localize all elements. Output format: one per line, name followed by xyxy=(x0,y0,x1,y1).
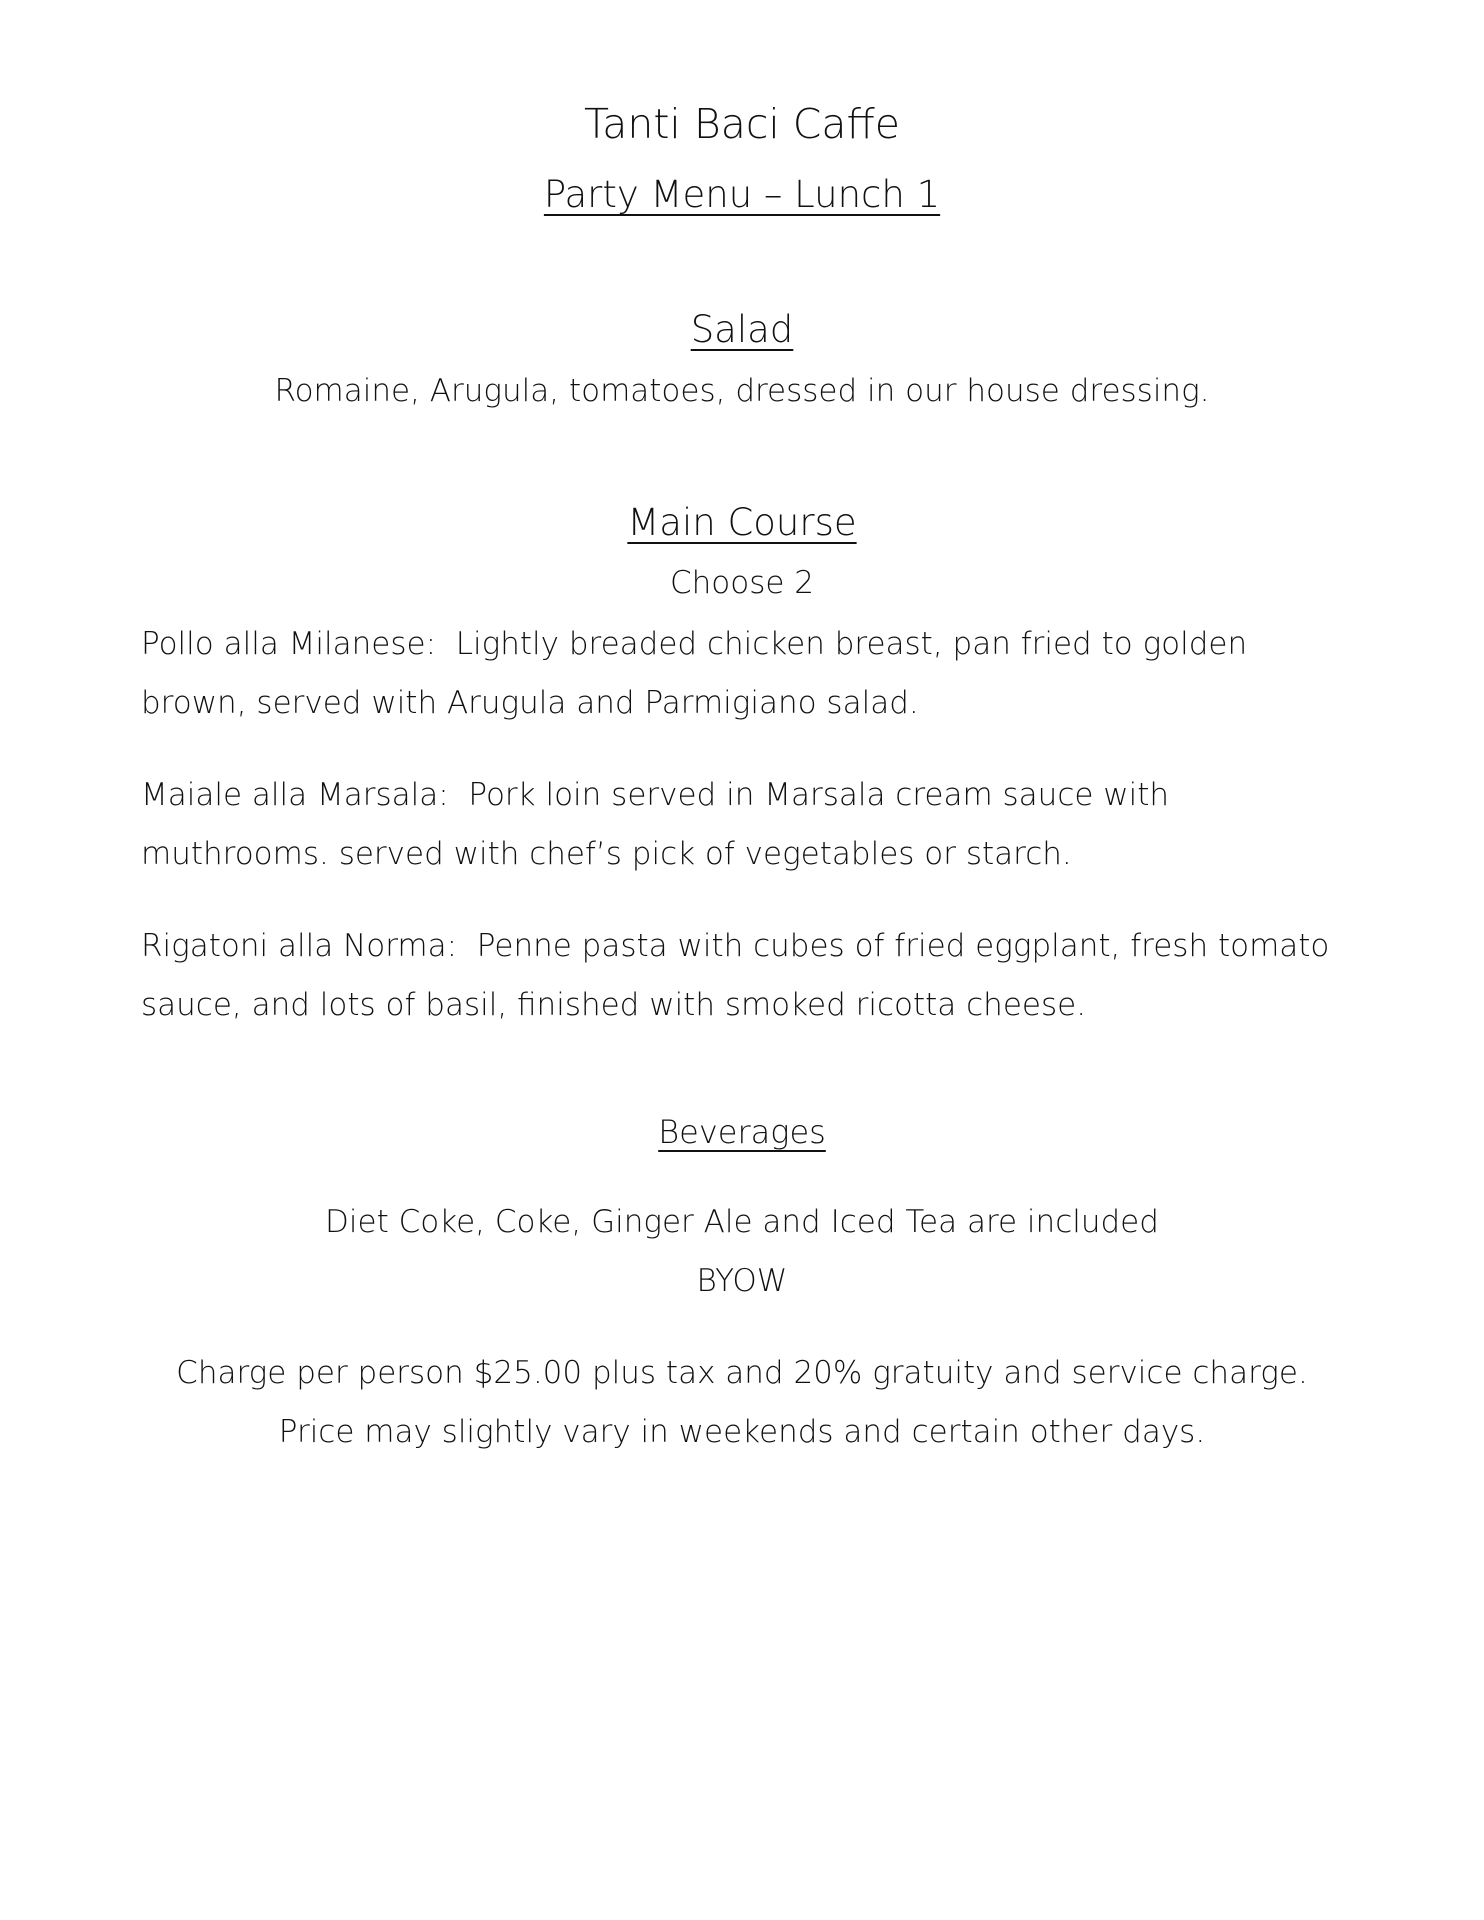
beverages-included: Diet Coke, Coke, Ginger Ale and Iced Tea are included xyxy=(325,1204,1159,1240)
price-charge: Charge per person $25.00 plus tax and 20% gratuity and service charge. xyxy=(176,1355,1308,1391)
dish-description: Pork loin served in Marsala cream sauce with muthrooms. served with chef’s pick of vegetables or starch. xyxy=(141,777,1170,872)
salad-heading: Salad xyxy=(690,308,794,351)
byow-note: BYOW xyxy=(696,1263,788,1299)
dish-item xyxy=(141,615,1351,733)
restaurant-name: Tanti Baci Caffe xyxy=(583,100,901,148)
beverages-heading: Beverages xyxy=(658,1113,826,1151)
dish-item xyxy=(141,766,1351,884)
dish-name: Pollo alla Milanese: xyxy=(141,626,437,662)
price-note: Price may slightly vary in weekends and certain other days. xyxy=(278,1414,1206,1450)
dish-item xyxy=(141,917,1351,1035)
main-course-heading: Main Course xyxy=(627,501,857,544)
dish-description: Penne pasta with cubes of fried eggplant, fresh tomato sauce, and lots of basil, finished with smoked ricotta cheese. xyxy=(141,928,1330,1023)
menu-title: Party Menu – Lunch 1 xyxy=(543,173,941,216)
dish-name: Rigatoni alla Norma: xyxy=(141,928,458,964)
salad-description: Romaine, Arugula, tomatoes, dressed in our house dressing. xyxy=(274,373,1210,409)
dish-description: Lightly breaded chicken breast, pan fried to golden brown, served with Arugula and Parmigiano salad. xyxy=(141,626,1248,721)
main-course-instruction: Choose 2 xyxy=(669,565,815,601)
dish-name: Maiale alla Marsala: xyxy=(141,777,449,813)
